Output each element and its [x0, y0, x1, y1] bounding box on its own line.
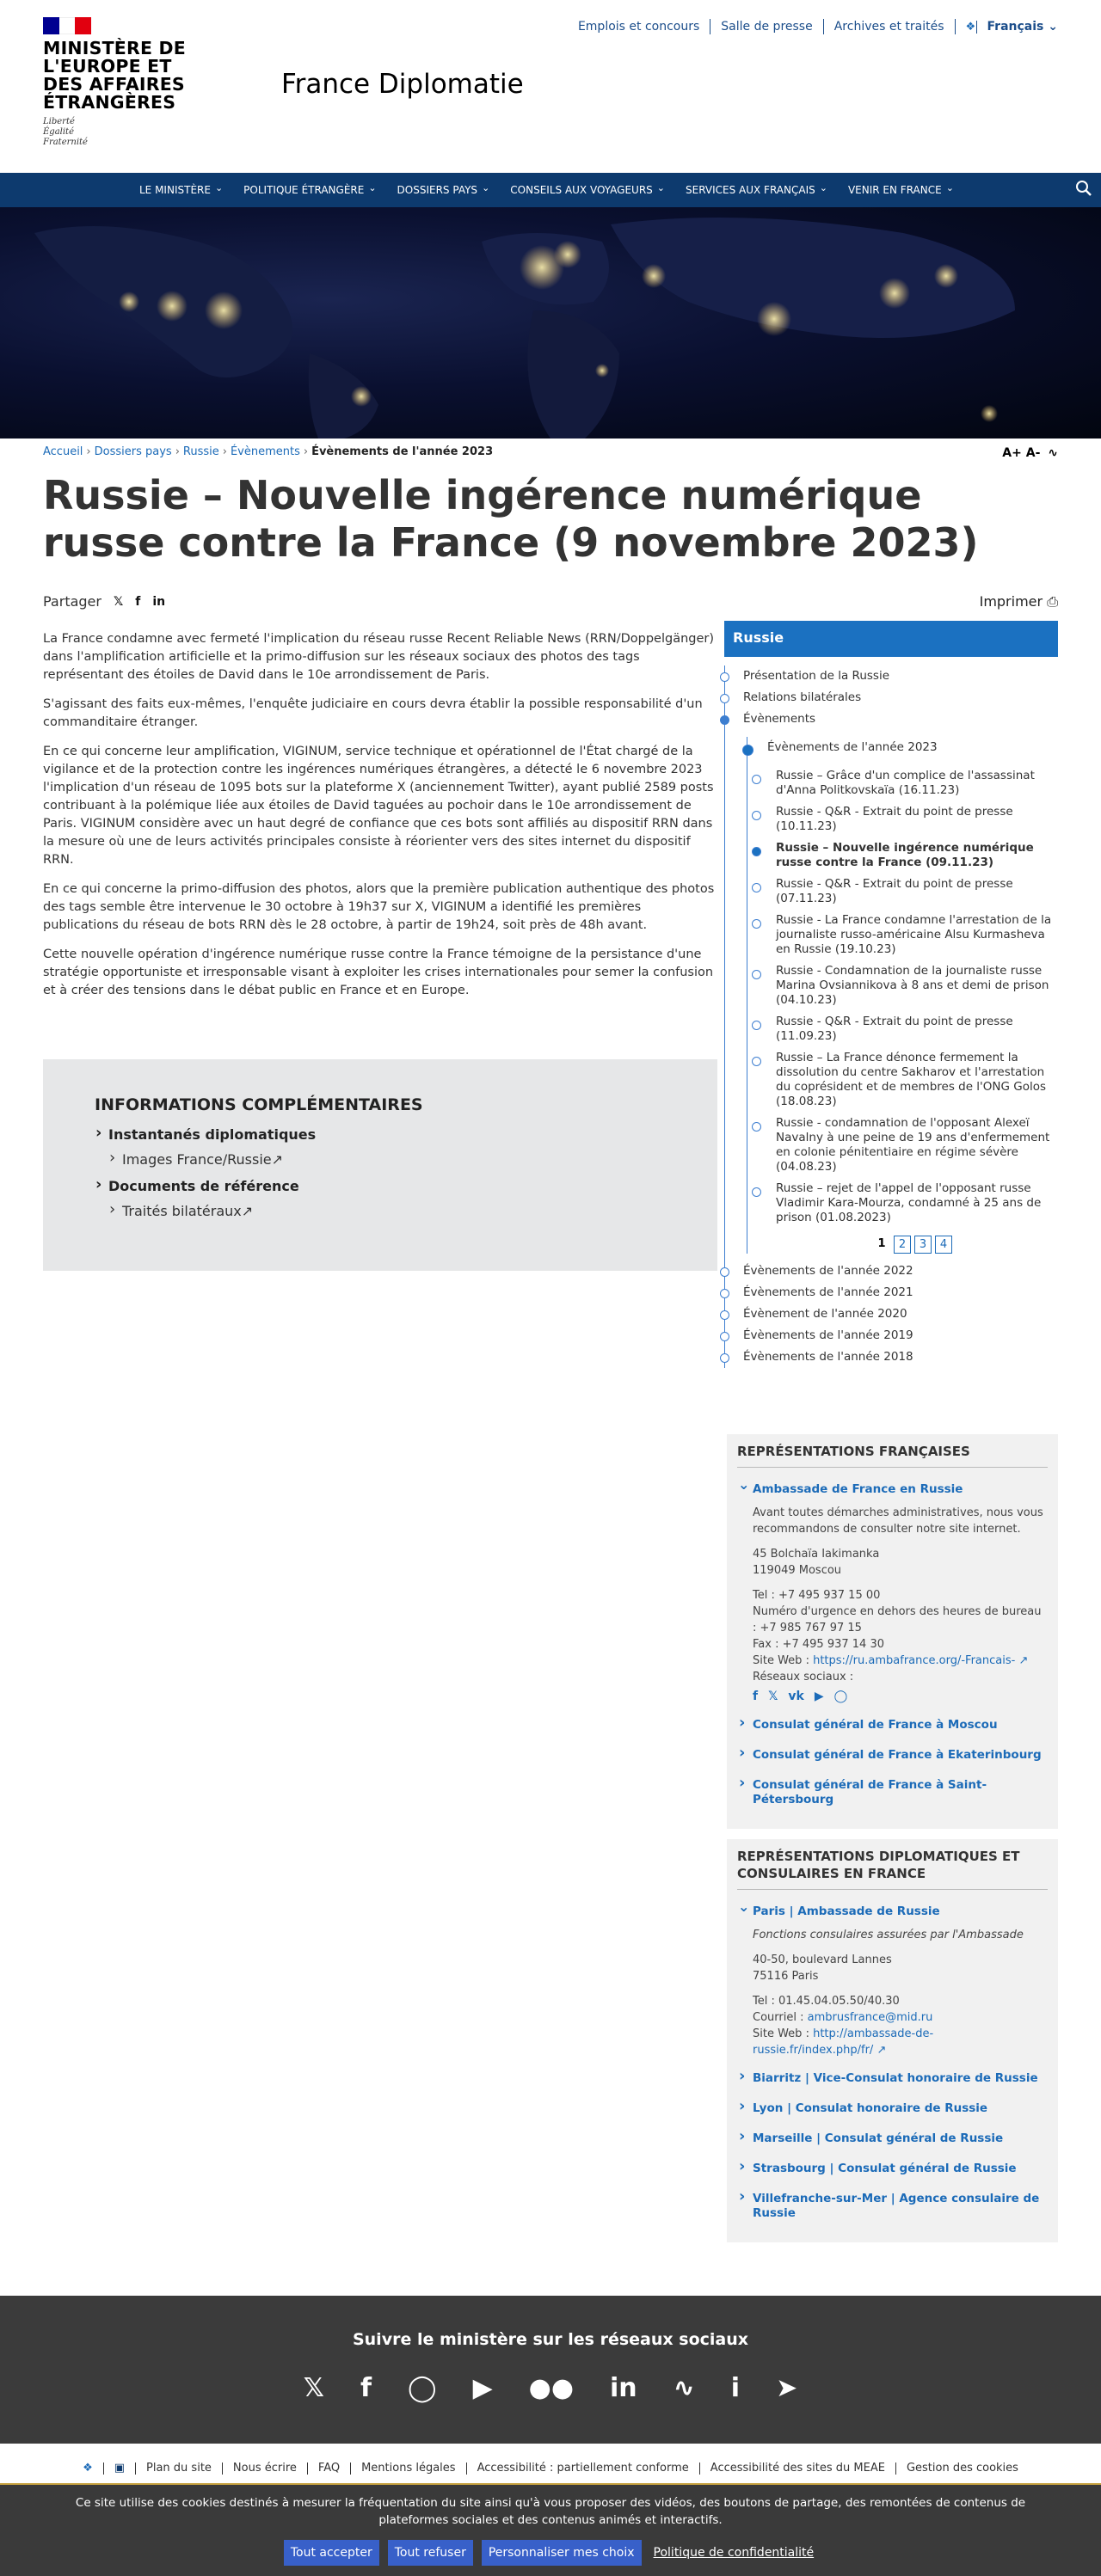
article-paragraph: En ce qui concerne leur amplification, VIGINUM, service technique et opérationnel de l'État chargé de la vigilance et de la protection contre les ingérences numériques étrangères, a détecté le 6 novembre 2023 l'implication d'un réseau de 1095 bots sur la plateforme X (anciennement Twitter), ayant publié 2589 posts contribuant à la polémique liée aux étoiles de David taguées au pochoir dans le 10e arrondissement de Paris. VIGINUM considère avec un haut degré de confiance que ces bots sont affiliés au dispositif RRN dans la mesure où une de leurs activités principales consiste à réorienter vers des sites internet du dispositif RRN. — [43, 745, 714, 867]
footer-logo-icon[interactable]: ▣ — [104, 2463, 136, 2475]
footer-link[interactable]: FAQ — [308, 2463, 351, 2475]
event-item[interactable]: Russie - La France condamne l'arrestation de la journaliste russo-américaine Alsu Kurmasheva en Russie (19.10.23) — [776, 910, 1058, 960]
font-size-controls[interactable]: A+ A- — [1002, 446, 1041, 460]
cookie-text: Ce site utilise des cookies destinés à mesurer la fréquentation du site ainsi qu'à vous proposer des vidéos, des boutons de partage, des remontées de contenus de plateformes sociales et des contenus animés et interactifs. — [75, 2496, 1026, 2527]
russian-embassy-tel: Tel : 01.45.04.05.50/40.30 — [753, 1995, 900, 2008]
year-2023[interactable]: Évènements de l'année 2023 — [767, 737, 1058, 758]
customize-button[interactable]: Personnaliser mes choix — [482, 2540, 642, 2566]
article-paragraph: La France condamne avec fermeté l'implication du réseau russe Recent Reliable News (RRN/Doppelgänger) dans l'amplification artificielle et la primo-diffusion sur les réseaux sociaux des photos des tags représentant des étoiles de David dans le 10e arrondissement de Paris. — [43, 632, 715, 682]
accordion-lyon[interactable]: › Lyon | Consulat honoraire de Russie — [737, 2094, 1048, 2124]
nav-venir[interactable]: VENIR EN FRANCE ⌄ — [848, 184, 954, 196]
event-item[interactable]: Russie - Condamnation de la journaliste russe Marina Ovsiannikova à 8 ans et demi de prison (04.10.23) — [776, 960, 1058, 1011]
printer-icon: ⎙ — [1047, 593, 1058, 610]
info-icon[interactable]: i — [730, 2373, 741, 2403]
privacy-policy-link[interactable]: Politique de confidentialité — [653, 2546, 815, 2560]
info-link-instantanes[interactable]: › Instantanés diplomatiques — [108, 1126, 666, 1143]
top-link-presse[interactable]: Salle de presse — [710, 19, 823, 34]
year-2018[interactable]: Évènements de l'année 2018 — [743, 1346, 1058, 1368]
top-links — [568, 19, 1058, 34]
accessibility-icon[interactable]: ❖ — [72, 2463, 104, 2475]
breadcrumb-current: Évènements de l'année 2023 — [311, 445, 494, 458]
breadcrumb-dossiers[interactable]: Dossiers pays — [94, 445, 172, 458]
flag-white — [59, 17, 76, 34]
year-2021[interactable]: Évènements de l'année 2021 — [743, 1282, 1058, 1303]
page-current: 1 — [877, 1237, 886, 1250]
russian-site-link[interactable]: http://ambassade-de-russie.fr/index.php/fr/ — [753, 2027, 934, 2057]
info-link-traites[interactable]: › Traités bilatéraux↗ — [122, 1203, 666, 1219]
footer-link[interactable]: Plan du site — [136, 2463, 223, 2475]
ministry-name: MINISTÈRE DE L'EUROPE ET DES AFFAIRES ÉTRANGÈRES — [43, 38, 186, 113]
language-selector[interactable]: Français ⌄ — [987, 20, 1058, 34]
footer-link[interactable]: Gestion des cookies — [906, 2462, 1018, 2475]
sidebar-item-relations[interactable]: Relations bilatérales — [743, 687, 1058, 708]
embassy-tel: Tel : +7 495 937 15 00 — [753, 1589, 881, 1602]
event-item[interactable]: Russie - condamnation de l'opposant Alexeï Navalny à une peine de 19 ans d'enfermement en colonie pénitentiaire en régime sévère (04.08.23) — [776, 1113, 1058, 1178]
event-item[interactable]: Russie - Q&R - Extrait du point de presse (07.11.23) — [776, 874, 1058, 910]
footer-link[interactable]: Accessibilité des sites du MEAE — [700, 2463, 896, 2475]
accordion-villefranche[interactable]: › Villefranche-sur-Mer | Agence consulaire de Russie — [737, 2184, 1048, 2229]
event-item[interactable]: Russie - Q&R - Extrait du point de presse (10.11.23) — [776, 801, 1058, 837]
flickr-icon[interactable]: ●● — [528, 2373, 575, 2403]
nav-politique[interactable]: POLITIQUE ÉTRANGÈRE ⌄ — [243, 184, 376, 196]
event-item[interactable]: Russie – rejet de l'appel de l'opposant russe Vladimir Kara-Mourza, condamné à 25 ans de prison (01.08.2023) — [776, 1178, 1058, 1229]
search-icon-svg — [1075, 180, 1092, 197]
event-list — [767, 765, 1058, 1229]
external-link-icon: ↗ — [1018, 1654, 1029, 1667]
text-tools — [1002, 446, 1058, 460]
nav-conseils[interactable]: CONSEILS AUX VOYAGEURS ⌄ — [510, 184, 665, 196]
youtube-icon[interactable]: ▶ — [472, 2373, 493, 2403]
sidebar-item-presentation[interactable]: Présentation de la Russie — [743, 665, 1058, 687]
info-title: INFORMATIONS COMPLÉMENTAIRES — [95, 1095, 423, 1114]
breadcrumb-sep: › — [175, 445, 180, 458]
breadcrumb-russie[interactable]: Russie — [182, 445, 219, 458]
russian-embassy-address: 40-50, boulevard Lannes 75116 Paris — [753, 1953, 892, 1983]
embassy-details: Avant toutes démarches administratives, nous vous recommandons de consulter notre site internet. 45 Bolchaïa Iakimanka 119049 Moscou Tel : +7 495 937 15 00 Numéro d'urgence en dehors des heures de bureau : +7 985 767 97 15 Fax : +7 495 937 14 30 Site Web : https://ru.ambafrance.org/-Francais- ↗ Réseaux sociaux : f 𝕏 vk ▶ ◯ — [737, 1505, 1048, 1710]
chevron-down-icon: ⌄ — [1048, 20, 1058, 34]
info-box — [43, 1059, 717, 1271]
print-button[interactable]: Imprimer ⎙ — [979, 593, 1058, 610]
earth-night-map — [0, 207, 1101, 439]
russian-embassy-mail: Courriel : ambrusfrance@mid.ru — [753, 2011, 933, 2024]
accept-all-button[interactable]: Tout accepter — [284, 2540, 379, 2566]
nav-dossiers[interactable]: DOSSIERS PAYS ⌄ — [397, 184, 490, 196]
footer-social-icons — [0, 2373, 1101, 2403]
cookie-banner — [0, 2483, 1101, 2576]
article-paragraph: Cette nouvelle opération d'ingérence numérique russe contre la France témoigne de la persistance d'une stratégie opportuniste et irresponsable visant à exploiter les crises internationales pour semer la confusion et à créer des tensions dans le débat public en France et en Europe. — [43, 948, 714, 997]
flag-blue — [43, 17, 59, 34]
article-paragraph: S'agissant des faits eux-mêmes, l'enquête judiciaire en cours devra établir la possible responsabilité d'un commanditaire étranger. — [43, 697, 703, 729]
main-nav — [0, 173, 1101, 207]
rss-icon[interactable]: ∿ — [673, 2373, 695, 2403]
facebook-icon[interactable]: f — [360, 2373, 372, 2403]
accordion-embassy[interactable]: ⌄ Ambassade de France en Russie — [737, 1475, 1048, 1505]
external-link-icon: ↗ — [241, 1203, 254, 1219]
accessibility-icon[interactable]: ❖ — [956, 21, 977, 34]
year-2019[interactable]: Évènements de l'année 2019 — [743, 1325, 1058, 1346]
footer-links — [0, 2463, 1101, 2475]
panel-title: REPRÉSENTATIONS FRANÇAISES — [737, 1443, 1048, 1468]
embassy-emergency: Numéro d'urgence en dehors des heures de bureau : +7 985 767 97 15 — [753, 1605, 1042, 1635]
accordion-marseille[interactable]: › Marseille | Consulat général de Russie — [737, 2124, 1048, 2154]
vk-icon[interactable]: vk — [788, 1690, 804, 1703]
breadcrumb — [43, 445, 493, 458]
world-lights-banner — [0, 207, 1101, 439]
site-name[interactable]: France Diplomatie — [281, 69, 524, 100]
linkedin-icon[interactable]: in — [152, 594, 166, 609]
top-link-emplois[interactable]: Emplois et concours — [568, 19, 710, 34]
footer-social — [0, 2296, 1101, 2444]
accordion-strasbourg[interactable]: › Strasbourg | Consulat général de Russie — [737, 2154, 1048, 2184]
page-link[interactable]: 2 — [894, 1236, 911, 1254]
french-representations — [727, 1434, 1058, 1829]
rss-icon[interactable]: ∿ — [1048, 446, 1058, 460]
russian-representations — [727, 1839, 1058, 2242]
event-item[interactable]: Russie - Q&R - Extrait du point de presse (11.09.23) — [776, 1011, 1058, 1047]
info-link-images[interactable]: › Images France/Russie↗ — [122, 1151, 666, 1168]
article-paragraph: En ce qui concerne la primo-diffusion des photos, alors que la première publication authentique des photos des tags semble être intervenue le 30 octobre à 19h37 sur X, VIGINUM a identifié les premières publications du réseau de bots RRN dès le 28 octobre, à partir de 19h24, soit près de 48h avant. — [43, 882, 715, 932]
footer-link[interactable]: Accessibilité : partiellement conforme — [467, 2463, 700, 2475]
breadcrumb-accueil[interactable]: Accueil — [43, 445, 83, 458]
instagram-icon[interactable]: ◯ — [408, 2373, 437, 2403]
accordion-consulate-ekaterinbourg[interactable]: › Consulat général de France à Ekaterinbourg — [737, 1740, 1048, 1770]
accordion-biarritz[interactable]: › Biarritz | Vice-Consulat honoraire de Russie — [737, 2064, 1048, 2094]
breadcrumb-sep: › — [222, 445, 227, 458]
accordion-russian-embassy[interactable]: ⌄ Paris | Ambassade de Russie — [737, 1897, 1048, 1927]
footer-link[interactable]: Mentions légales — [351, 2463, 466, 2475]
event-item[interactable]: Russie – La France dénonce fermement la dissolution du centre Sakharov et l'arrestation du coprésident et de membres de l'ONG Golos (18.08.23) — [776, 1047, 1058, 1113]
search-icon[interactable] — [1073, 180, 1094, 201]
refuse-all-button[interactable]: Tout refuser — [388, 2540, 473, 2566]
facebook-icon[interactable]: f — [753, 1690, 759, 1703]
twitter-icon[interactable]: 𝕏 — [303, 2373, 324, 2403]
flag-red — [75, 17, 91, 34]
country-sidebar — [724, 621, 1058, 1368]
page-link[interactable]: 4 — [935, 1236, 952, 1254]
year-2022[interactable]: Évènements de l'année 2022 — [743, 1260, 1058, 1282]
embassy-site: Site Web : https://ru.ambafrance.org/-Francais- ↗ — [753, 1654, 1029, 1667]
twitter-icon[interactable]: 𝕏 — [113, 594, 124, 609]
sidebar-item-evenements[interactable]: Évènements — [743, 708, 1058, 730]
republic-motto: Liberté Égalité Fraternité — [43, 117, 88, 147]
ministry-logo[interactable] — [43, 17, 206, 148]
sidebar-header[interactable]: Russie — [724, 621, 1058, 657]
panel-title: REPRÉSENTATIONS DIPLOMATIQUES ET CONSULAIRES EN FRANCE — [737, 1848, 1048, 1890]
event-item-active[interactable]: Russie – Nouvelle ingérence numérique russe contre la France (09.11.23) — [776, 837, 1058, 874]
embassy-site-link[interactable]: https://ru.ambafrance.org/-Francais- — [813, 1654, 1016, 1667]
mail-link[interactable]: ambrusfrance@mid.ru — [807, 2011, 933, 2024]
breadcrumb-sep: › — [86, 445, 91, 458]
linkedin-icon[interactable]: in — [610, 2373, 637, 2403]
events-subtree — [743, 737, 1058, 1254]
youtube-icon[interactable]: ▶ — [814, 1690, 824, 1703]
accordion-consulate-spb[interactable]: › Consulat général de France à Saint-Pétersbourg — [737, 1770, 1048, 1815]
year-2020[interactable]: Évènement de l'année 2020 — [743, 1303, 1058, 1325]
footer-social-title: Suivre le ministère sur les réseaux sociaux — [352, 2330, 749, 2349]
embassy-fax: Fax : +7 495 937 14 30 — [753, 1638, 884, 1651]
breadcrumb-evenements[interactable]: Évènements — [230, 445, 300, 458]
russian-embassy-site: Site Web : http://ambassade-de-russie.fr/index.php/fr/ ↗ — [753, 2027, 934, 2057]
embassy-social — [753, 1689, 1048, 1705]
telegram-icon[interactable]: ➤ — [776, 2373, 798, 2403]
social-label: Réseaux sociaux : — [753, 1671, 854, 1684]
breadcrumb-sep: › — [303, 445, 309, 458]
pagination — [767, 1236, 1058, 1254]
event-item[interactable]: Russie – Grâce d'un complice de l'assassinat d'Anna Politkovskaïa (16.11.23) — [776, 765, 1058, 801]
page-title: Russie – Nouvelle ingérence numérique russe contre la France (9 novembre 2023) — [43, 472, 979, 566]
facebook-icon[interactable]: f — [135, 594, 141, 609]
accordion-consulate-moscou[interactable]: › Consulat général de France à Moscou — [737, 1710, 1048, 1740]
embassy-address: 45 Bolchaïa Iakimanka 119049 Moscou — [753, 1548, 880, 1577]
russian-embassy-details: Fonctions consulaires assurées par l'Ambassade 40-50, boulevard Lannes 75116 Paris Tel : 01.45.04.05.50/40.30 Courriel : ambrusfrance@mid.ru Site Web : http://ambassade-de-russie.fr/index.php/fr/ ↗ — [737, 1927, 1048, 2064]
tree-line — [724, 665, 725, 1368]
share-label: Partager — [43, 593, 101, 610]
page-link[interactable]: 3 — [914, 1236, 932, 1254]
marianne-flag-logo — [43, 17, 91, 34]
sidebar-tree — [724, 665, 1058, 1368]
footer-link[interactable]: Nous écrire — [223, 2463, 308, 2475]
top-link-archives[interactable]: Archives et traités — [824, 19, 956, 34]
instagram-icon[interactable]: ◯ — [833, 1690, 848, 1703]
twitter-icon[interactable]: 𝕏 — [768, 1690, 778, 1703]
nav-services[interactable]: SERVICES AUX FRANÇAIS ⌄ — [686, 184, 827, 196]
external-link-icon: ↗ — [876, 2044, 887, 2057]
share-bar — [43, 593, 165, 610]
info-link-documents[interactable]: › Documents de référence — [108, 1178, 666, 1194]
cookie-buttons — [0, 2540, 1101, 2566]
external-link-icon: ↗ — [271, 1151, 284, 1168]
nav-ministere[interactable]: LE MINISTÈRE ⌄ — [139, 184, 223, 196]
article-body — [43, 630, 717, 1011]
site-header — [0, 0, 1101, 173]
